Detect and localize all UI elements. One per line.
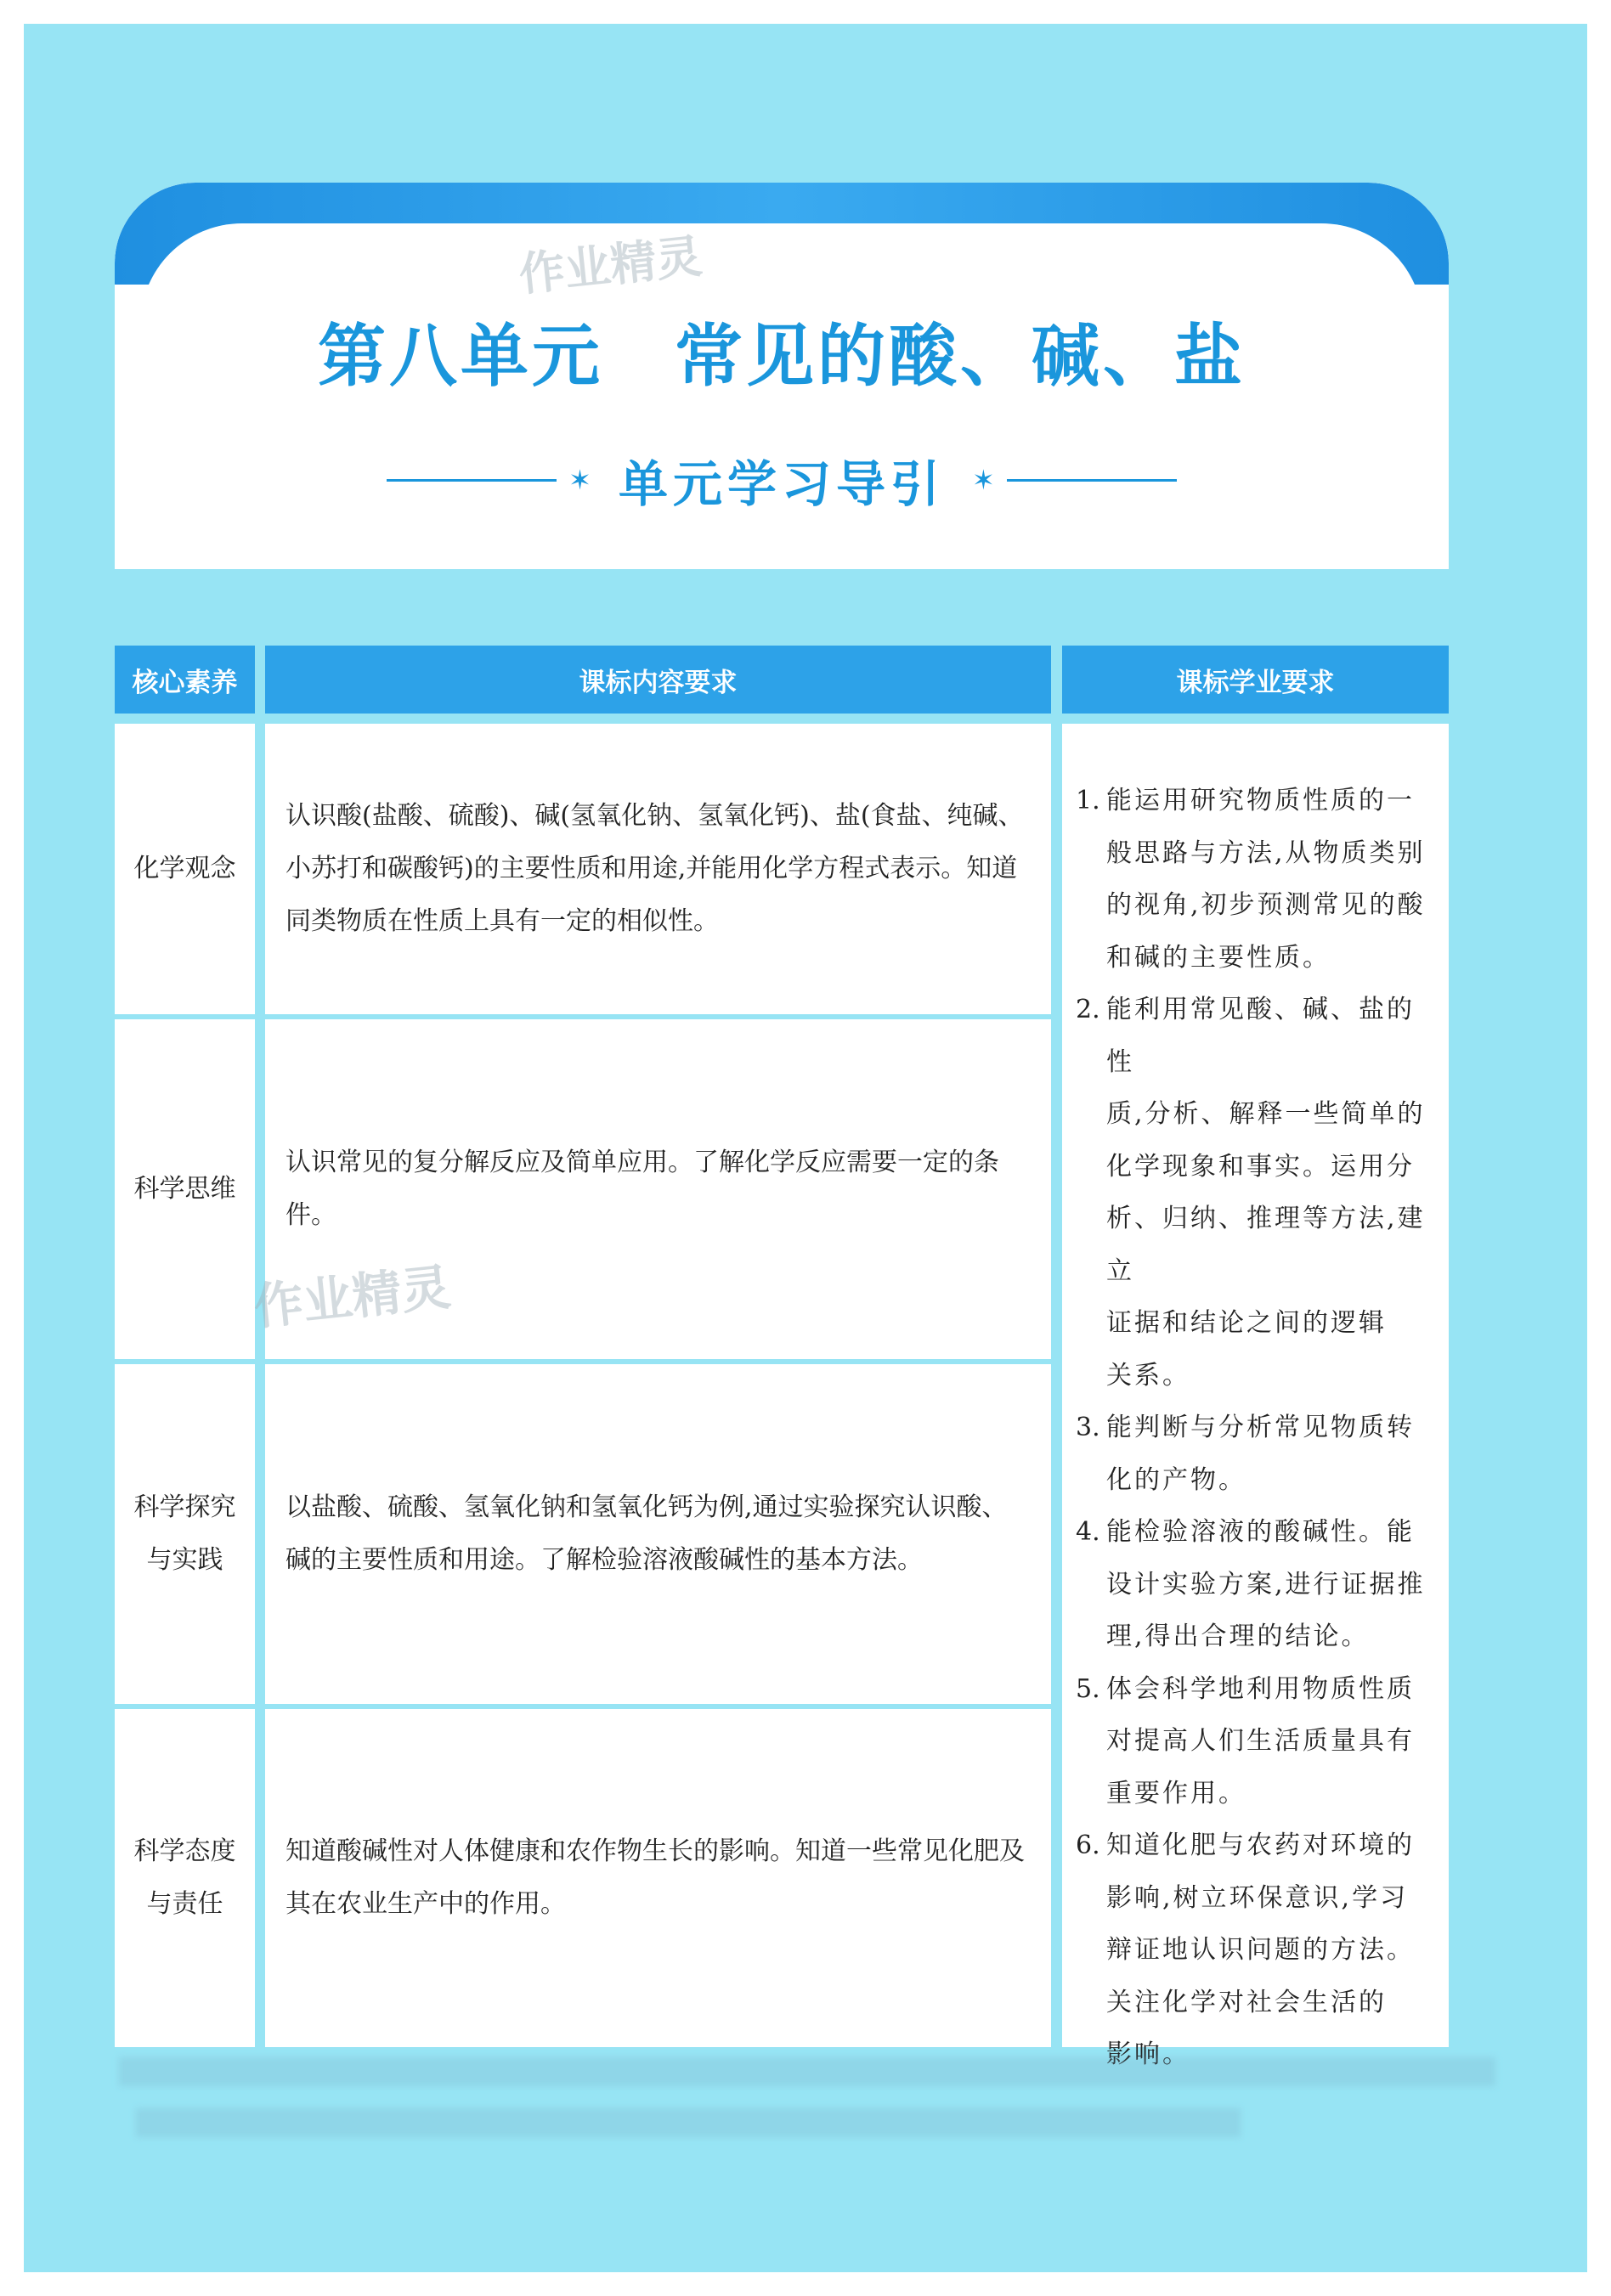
requirement-line: 辩证地认识问题的方法。 [1106, 1935, 1415, 1965]
requirement-item [1076, 1663, 1432, 1820]
header-core-literacy: 核心素养 [115, 646, 255, 714]
star-icon: ✶ [568, 464, 591, 496]
content-text: 认识酸(盐酸、硫酸)、碱(氢氧化钠、氢氧化钙)、盐(食盐、纯碱、小苏打和碳酸钙)的主要性质和用途,并能用化学方程式表示。知道同类物质在性质上具有一定的相似性。 [285, 801, 1024, 936]
row-core-4 [115, 1709, 255, 2047]
watermark-top: 作业精灵 [516, 228, 705, 302]
row-core-1 [115, 724, 255, 1014]
requirement-line: 体会科学地利用物质性质 [1106, 1673, 1415, 1704]
core-line: 化学观念 [133, 854, 236, 883]
requirement-line: 析、归纳、推理等方法,建立 [1106, 1204, 1426, 1286]
core-line: 科学态度 [133, 1836, 236, 1866]
subtitle: 单元学习导引 [618, 455, 945, 513]
requirement-text [1106, 1402, 1432, 1506]
bleed-through-line [119, 2057, 1495, 2086]
requirement-line: 证据和结论之间的逻辑 [1106, 1308, 1387, 1338]
requirement-line: 和碱的主要性质。 [1106, 942, 1331, 973]
requirement-line: 重要作用。 [1106, 1778, 1246, 1808]
requirement-line: 知道化肥与农药对环境的 [1106, 1831, 1415, 1860]
header-arc-decoration [115, 183, 1449, 285]
curriculum-table [115, 646, 1449, 2069]
header-academic-requirements: 课标学业要求 [1062, 646, 1449, 714]
requirement-line: 影响,树立环保意识,学习 [1106, 1882, 1409, 1913]
row-core-3 [115, 1364, 255, 1704]
requirement-item [1076, 1819, 1432, 2081]
requirement-line: 质,分析、解释一些简单的 [1106, 1099, 1426, 1129]
requirement-number: 5. [1076, 1673, 1100, 1704]
requirement-text [1106, 1663, 1432, 1820]
requirement-item [1076, 1506, 1432, 1663]
bleed-through-line [136, 2108, 1241, 2137]
requirement-number: 1. [1076, 786, 1100, 815]
header-content-requirements: 课标内容要求 [265, 646, 1051, 714]
requirement-line: 关系。 [1106, 1360, 1190, 1391]
requirement-number: 3. [1076, 1413, 1100, 1442]
requirement-line: 对提高人们生活质量具有 [1106, 1726, 1415, 1756]
requirement-text [1106, 1819, 1432, 2081]
requirement-line: 影响。 [1106, 2039, 1190, 2069]
requirement-line: 的视角,初步预测常见的酸 [1106, 890, 1426, 920]
star-icon: ✶ [972, 464, 995, 496]
subtitle-right-line [1007, 479, 1177, 482]
core-line: 科学探究 [133, 1492, 236, 1522]
requirement-line: 能判断与分析常见物质转 [1106, 1413, 1415, 1442]
requirement-line: 化学现象和事实。运用分 [1106, 1151, 1415, 1182]
unit-title: 第八单元 常见的酸、碱、盐 [318, 317, 1246, 396]
core-line: 与实践 [146, 1545, 223, 1575]
requirement-line: 化的产物。 [1106, 1464, 1246, 1495]
core-line: 科学思维 [133, 1174, 236, 1204]
academic-requirements-list [1062, 724, 1449, 2069]
requirement-number: 4. [1076, 1517, 1100, 1547]
requirement-item [1076, 1402, 1432, 1506]
requirement-number: 2. [1076, 995, 1100, 1024]
requirement-line: 设计实验方案,进行证据推 [1106, 1569, 1426, 1599]
core-line: 与责任 [146, 1889, 223, 1919]
requirement-text [1106, 1506, 1432, 1663]
row-content-1 [265, 724, 1051, 1014]
requirement-line: 理,得出合理的结论。 [1106, 1622, 1370, 1651]
requirement-item [1076, 984, 1432, 1402]
row-content-3 [265, 1364, 1051, 1704]
watermark-middle: 作业精灵 [251, 1258, 454, 1336]
requirement-line: 能利用常见酸、碱、盐的性 [1106, 995, 1415, 1077]
content-text: 以盐酸、硫酸、氢氧化钠和氢氧化钙为例,通过实验探究认识酸、碱的主要性质和用途。了解检验溶液酸碱性的基本方法。 [285, 1492, 1008, 1575]
content-text: 认识常见的复分解反应及简单应用。了解化学反应需要一定的条件。 [285, 1148, 999, 1230]
requirement-line: 能运用研究物质性质的一 [1106, 786, 1415, 815]
requirement-number: 6. [1076, 1831, 1100, 1860]
requirement-text [1106, 984, 1432, 1402]
requirement-text [1106, 775, 1432, 984]
requirement-line: 关注化学对社会生活的 [1106, 1987, 1387, 2017]
requirement-line: 般思路与方法,从物质类别 [1106, 838, 1426, 868]
requirement-item [1076, 775, 1432, 984]
content-text: 知道酸碱性对人体健康和农作物生长的影响。知道一些常见化肥及其在农业生产中的作用。 [285, 1836, 1025, 1919]
row-core-2 [115, 1019, 255, 1359]
subtitle-row [115, 446, 1449, 514]
requirement-line: 能检验溶液的酸碱性。能 [1106, 1517, 1415, 1547]
row-content-4 [265, 1709, 1051, 2047]
subtitle-left-line [387, 479, 557, 482]
